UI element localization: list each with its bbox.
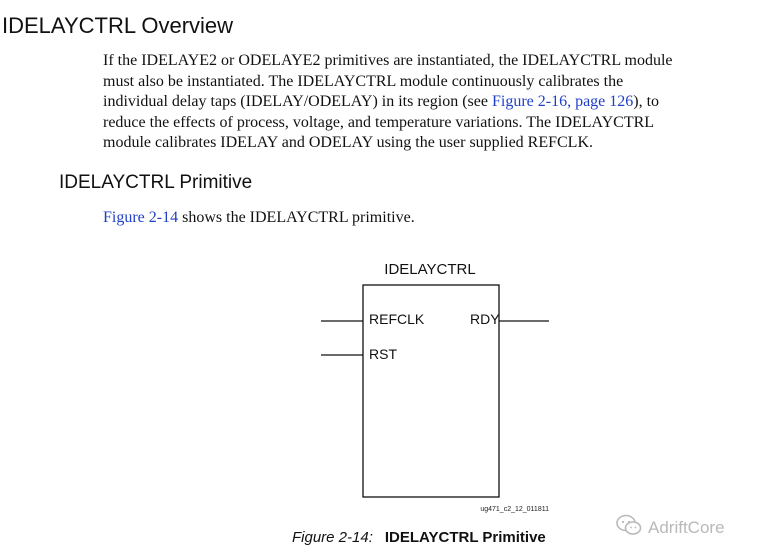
figure-id-label: ug471_c2_12_011811: [480, 506, 549, 513]
rdy-port-label: RDY: [470, 311, 500, 327]
caption-number: Figure 2-14:: [292, 529, 373, 546]
refclk-port-label: REFCLK: [369, 311, 425, 327]
rst-port-label: RST: [369, 346, 397, 362]
paragraph-line: module calibrates IDELAY and ODELAY using the user supplied REFCLK.: [103, 134, 594, 151]
paragraph-line: reduce the effects of process, voltage, and temperature variations. The IDELAYCTRL: [103, 113, 655, 131]
subsection-heading: IDELAYCTRL Primitive: [59, 172, 253, 193]
paragraph-text: individual delay taps (IDELAY/ODELAY) in its region (see: [103, 93, 492, 110]
paragraph-text: ), to: [633, 93, 660, 110]
watermark: [616, 514, 725, 541]
figure-2-16-link[interactable]: Figure 2-16, page 126: [491, 93, 634, 110]
figure-2-14-link[interactable]: Figure 2-14: [103, 209, 179, 226]
watermark-text: AdriftCore: [648, 517, 725, 537]
section-heading: IDELAYCTRL Overview: [2, 13, 234, 38]
block-name-label: IDELAYCTRL: [384, 261, 476, 278]
caption-title: IDELAYCTRL Primitive: [384, 529, 546, 546]
paragraph-line: If the IDELAYE2 or ODELAYE2 primitives are instantiated, the IDELAYCTRL module: [103, 52, 673, 69]
reference-text: shows the IDELAYCTRL primitive.: [178, 209, 415, 226]
wechat-icon: [616, 514, 642, 541]
figure-caption: [292, 528, 546, 548]
paragraph-line: must also be instantiated. The IDELAYCTRL module continuously calibrates the: [103, 72, 624, 90]
